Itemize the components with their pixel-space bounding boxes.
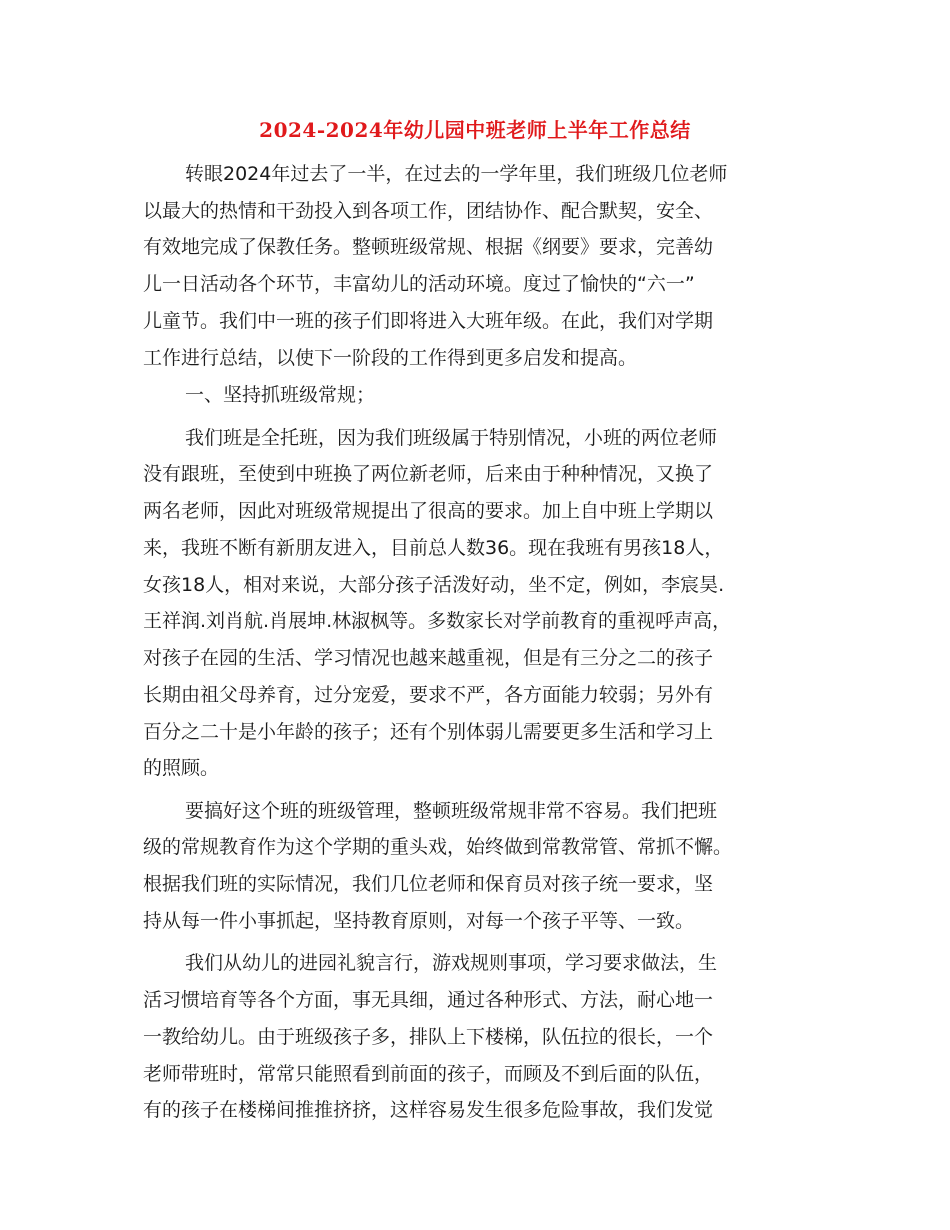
text-line: 百分之二十是小年龄的孩子；还有个别体弱儿需要更多生活和学习上 — [143, 721, 714, 743]
text-line: 我们班是全托班，因为我们班级属于特别情况，小班的两位老师 — [185, 427, 718, 449]
text-line: 转眼2024年过去了一半，在过去的一学年里，我们班级几位老师 — [185, 163, 728, 185]
text-line: 我们从幼儿的进园礼貌言行，游戏规则事项，学习要求做法，生 — [185, 952, 718, 974]
text-line: 王祥润.刘肖航.肖展坤.林淑枫等。多数家长对学前教育的重视呼声高， — [143, 610, 732, 632]
document-title: 2024-2024年幼儿园中班老师上半年工作总结 — [259, 118, 691, 142]
text-line: 女孩18人，相对来说，大部分孩子活泼好动，坐不定，例如，李宸昊. — [143, 574, 725, 596]
text-line: 活习惯培育等各个方面，事无具细，通过各种形式、方法，耐心地一 — [143, 989, 714, 1011]
text-line: 有的孩子在楼梯间推推挤挤，这样容易发生很多危险事故，我们发觉 — [143, 1099, 714, 1121]
text-line: 对孩子在园的生活、学习情况也越来越重视，但是有三分之二的孩子 — [143, 647, 714, 669]
text-line: 来，我班不断有新朋友进入，目前总人数36。现在我班有男孩18人， — [143, 537, 724, 559]
text-line: 长期由祖父母养育，过分宠爱，要求不严，各方面能力较弱；另外有 — [143, 684, 714, 706]
text-line: 的照顾。 — [143, 757, 220, 779]
text-line: 一教给幼儿。由于班级孩子多，排队上下楼梯，队伍拉的很长，一个 — [143, 1026, 714, 1048]
text-line: 有效地完成了保教任务。整顿班级常规、根据《纲要》要求，完善幼 — [143, 236, 714, 258]
text-line: 儿一日活动各个环节，丰富幼儿的活动环境。度过了愉快的“六一” — [143, 273, 695, 295]
text-line: 老师带班时，常常只能照看到前面的孩子，而顾及不到后面的队伍， — [143, 1063, 714, 1085]
text-line: 儿童节。我们中一班的孩子们即将进入大班年级。在此，我们对学期 — [143, 310, 714, 332]
text-line: 以最大的热情和干劲投入到各项工作，团结协作、配合默契，安全、 — [143, 200, 714, 222]
text-line: 没有跟班，至使到中班换了两位新老师，后来由于种种情况，又换了 — [143, 463, 714, 485]
text-line: 工作进行总结，以使下一阶段的工作得到更多启发和提高。 — [143, 347, 638, 369]
section-heading: 一、坚持抓班级常规； — [185, 384, 376, 406]
text-line: 两名老师，因此对班级常规提出了很高的要求。加上自中班上学期以 — [143, 500, 714, 522]
text-line: 级的常规教育作为这个学期的重头戏，始终做到常教常管、常抓不懈。 — [143, 836, 733, 858]
text-line: 要搞好这个班的班级管理，整顿班级常规非常不容易。我们把班 — [185, 800, 718, 822]
text-line: 持从每一件小事抓起，坚持教育原则，对每一个孩子平等、一致。 — [143, 910, 695, 932]
text-line: 根据我们班的实际情况，我们几位老师和保育员对孩子统一要求，坚 — [143, 873, 714, 895]
